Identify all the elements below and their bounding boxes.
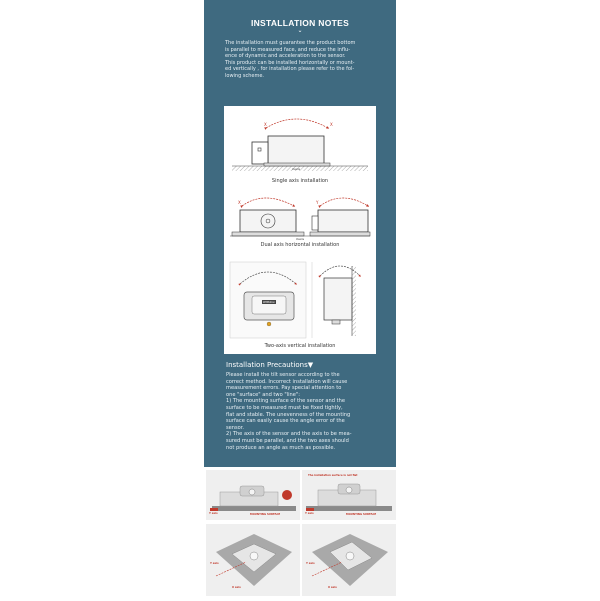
precautions-body: Please install the tilt sensor according to the correct method. Incorrect installation will cause measurement errors. Pay special attention to one "surface" and two "line": 1) The mounting surface of the sensor and the surface to be measured must be fixed tightly, flat and stable. The unevenness of the mounting surface can easily cause the angle error of the sensor. 2) The axis of the sensor and the axis to be mea- sured must be parallel, and the two axes should not produce an angle as much as possible. [226,372,352,451]
y-axis-tag-4: Y axis [306,562,315,565]
photo-axis-aligned-1-graphic [206,524,300,596]
base-label: Xaxis [291,167,301,171]
installation-diagram [224,106,376,354]
photo-correct-surface [206,470,300,520]
y-axis-tag-3: Y axis [210,562,219,565]
mounting-surface-label-2: MOUNTING SURFACE [346,513,377,516]
dual-base-label: Xaxis [295,237,305,241]
x-axis-label-left: X [264,122,267,127]
y-axis-tag-2: Y axis [305,512,314,515]
photo-axis-aligned-2 [302,524,396,596]
mounting-surface-label-1: MOUNTING SURFACE [250,513,281,516]
installation-diagram-card [224,106,376,354]
vertical-sensor-side [324,278,352,320]
caption-dual-axis: Dual axis horizontal installation [260,242,340,248]
caption-single-axis: Single axis installation [271,178,329,184]
device-brand: WitMotion [262,301,276,304]
vertical-diagram [230,262,360,338]
sensor-front [240,210,296,232]
dual-y-label: Y [316,200,319,205]
uneven-note: The installation surface is not flat [308,474,358,477]
check-icon [282,490,292,500]
sensor-side [318,210,368,232]
dual-x-label: X [238,200,241,205]
chevron-down-icon: ⌄ [297,28,303,34]
panel-header [204,0,396,100]
photo-axis-aligned-2-graphic [302,524,396,596]
sensor-box [268,136,324,164]
caption-vertical: Two-axis vertical installation [264,343,336,349]
photo-axis-aligned-1 [206,524,300,596]
intro-text: The installation must guarantee the product bottom is parallel to measured face, and reduce the influ- ence of dynamic and acceleration to the sensor. This product can be installed horizontally or mount- ed vertically , for installation please refer to the fol- lowing scheme. [225,40,356,79]
x-axis-label-right: X [330,122,333,127]
x-axis-tag-4: X axis [328,586,337,589]
page-title: INSTALLATION NOTES [250,18,350,28]
y-axis-tag-1: Y axis [209,512,218,515]
precautions-title: Installation Precautions▼ [226,361,314,369]
single-axis-diagram [232,119,368,171]
x-axis-tag-3: X axis [232,586,241,589]
photo-uneven-surface [302,470,396,520]
dual-axis-diagram [230,198,370,241]
